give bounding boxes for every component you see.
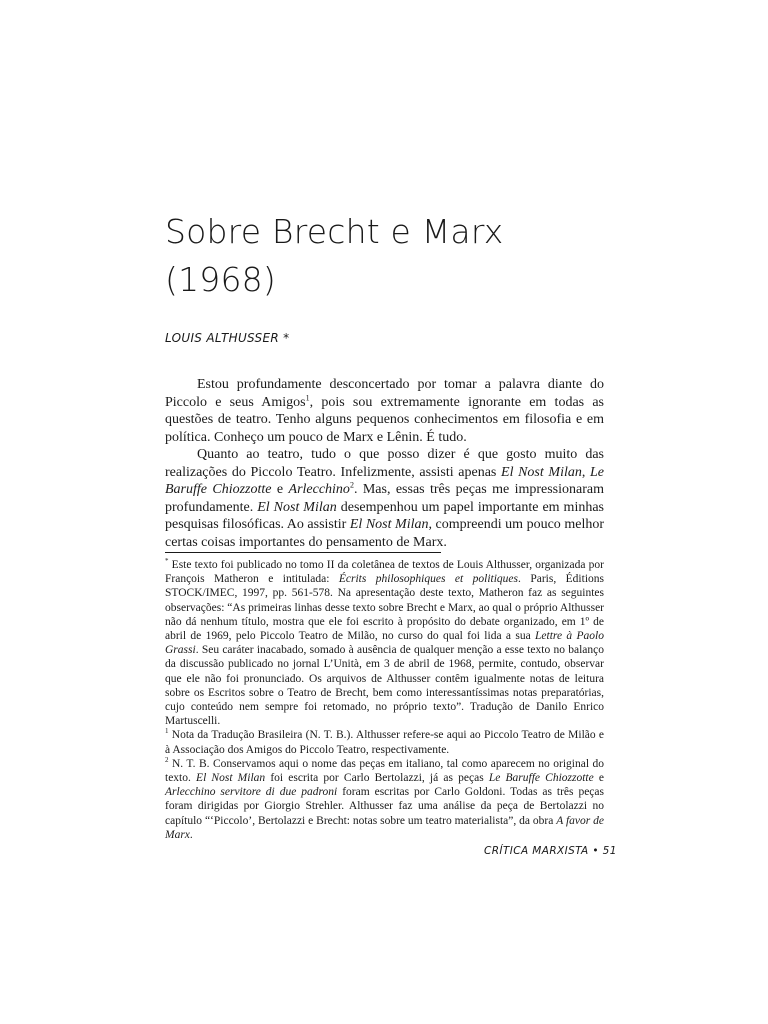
article-body [165,376,604,551]
play-title: Le Baruffe Chiozzotte [488,772,594,785]
footnote-mark: 2 [165,756,169,765]
paragraph [165,376,604,446]
text-run: foi escrita por Carlo Bertolazzi, já as peças [265,772,489,785]
book-title: Écrits philosophiques et politiques [338,573,518,586]
running-footer: CRÍTICA MARXISTA • 51 [484,845,617,857]
text-run: Quanto ao teatro, tudo o que posso dizer é que gosto muito das realizações do Piccolo Teatro. Infelizmente, assisti apenas [165,447,604,480]
footnotes [165,558,604,842]
text-run: . [189,828,193,841]
text-run: N. T. B. Conservamos aqui o nome das peças em italiano, tal como aparecem no original do texto. [165,757,604,785]
text-run: e [271,482,289,497]
play-title: Arlecchino servitore di due padroni [165,786,338,799]
play-title: Arlecchino [288,482,350,497]
title-line-2: (1968) [165,260,276,299]
text-run: Estou profundamente desconcertado por tomar a palavra diante do Piccolo e seus Amigos [165,377,604,410]
book-title: Lettre à Paolo Grassi [165,630,604,657]
footnote [165,558,604,728]
footnote [165,757,604,842]
text-run: Nota da Tradução Brasileira (N. T. B.). Althusser refere-se aqui ao Piccolo Teatro de Milão e à Associação dos Amigos do Piccolo Teatro, respectivamente. [165,729,604,756]
text-run: desempenhou um papel importante em minhas pesquisas filosóficas. Ao assistir [165,499,604,532]
footnote-ref: 2 [349,480,354,490]
text-run: . Mas, essas três peças me impressionaram profundamente. [165,482,604,515]
text-run: , [581,464,590,480]
text-run: . Seu caráter inacabado, somado à ausência de qualquer menção a esse texto no balanço da discussão publicado no jornal L’Unità, em 3 de abril de 1968, permite, contudo, observar que ele não foi pronunciado. Os arquivos de Althusser contêm igualmente notas de leitura sobre os Escritos sobre o Teatro de Brecht, bem como interessantíssimas notas preparatórias, cujo conteúdo nem sempre foi retomado, no próprio texto”. Tradução de Danilo Enrico Martuscelli. [165,644,604,728]
footnote [165,728,604,756]
footnote-ref: 1 [305,392,310,402]
text-run: . Paris, Éditions STOCK/IMEC, 1997, pp. 561-578. Na apresentação deste texto, Matheron faz as seguintes observações: “As primeiras linhas desse texto sobre Brecht e Marx, ao qual o próprio Althusser não dá nenhum título, mostra que ele foi escrito à propósito do debate organizado, em 1º de abril de 1969, pelo Piccolo Teatro de Milão, no curso do qual foi lida a sua [165,573,604,643]
play-title: Le Baruffe Chiozzotte [165,464,604,497]
footnote-mark: 1 [165,727,169,736]
text-run: e [593,772,605,785]
text-run: , pois sou extremamente ignorante em todas as questões de teatro. Tenho alguns pequenos conhecimentos em filosofia e em política. Conheço um pouco de Marx e Lênin. É tudo. [165,394,604,445]
text-run: foram escritas por Carlo Goldoni. Todas as três peças foram dirigidas por Giorgio Strehler. Althusser faz uma análise da peça de Bertolazzi no capítulo “‘Piccolo’, Bertolazzi e Brecht: notas sobre um teatro materialista”, da obra [165,786,604,827]
play-title: El Nost Milan [501,464,582,480]
author-line: LOUIS ALTHUSSER * [165,331,290,345]
text-run: , compreendi um pouco melhor certas coisas importantes do pensamento de Marx. [165,517,604,550]
article-title [165,208,615,304]
footnote-mark: * [165,557,169,566]
play-title: El Nost Milan [349,517,429,532]
paragraph [165,446,604,551]
text-run: Este texto foi publicado no tomo II da coletânea de textos de Louis Althusser, organizada por François Matheron e intitulada: [165,559,604,586]
footnote-separator [165,552,441,553]
title-line-1: Sobre Brecht e Marx [165,212,504,251]
book-title: A favor de Marx [165,814,604,841]
play-title: El Nost Milan [257,499,337,515]
play-title: El Nost Milan [196,772,266,785]
